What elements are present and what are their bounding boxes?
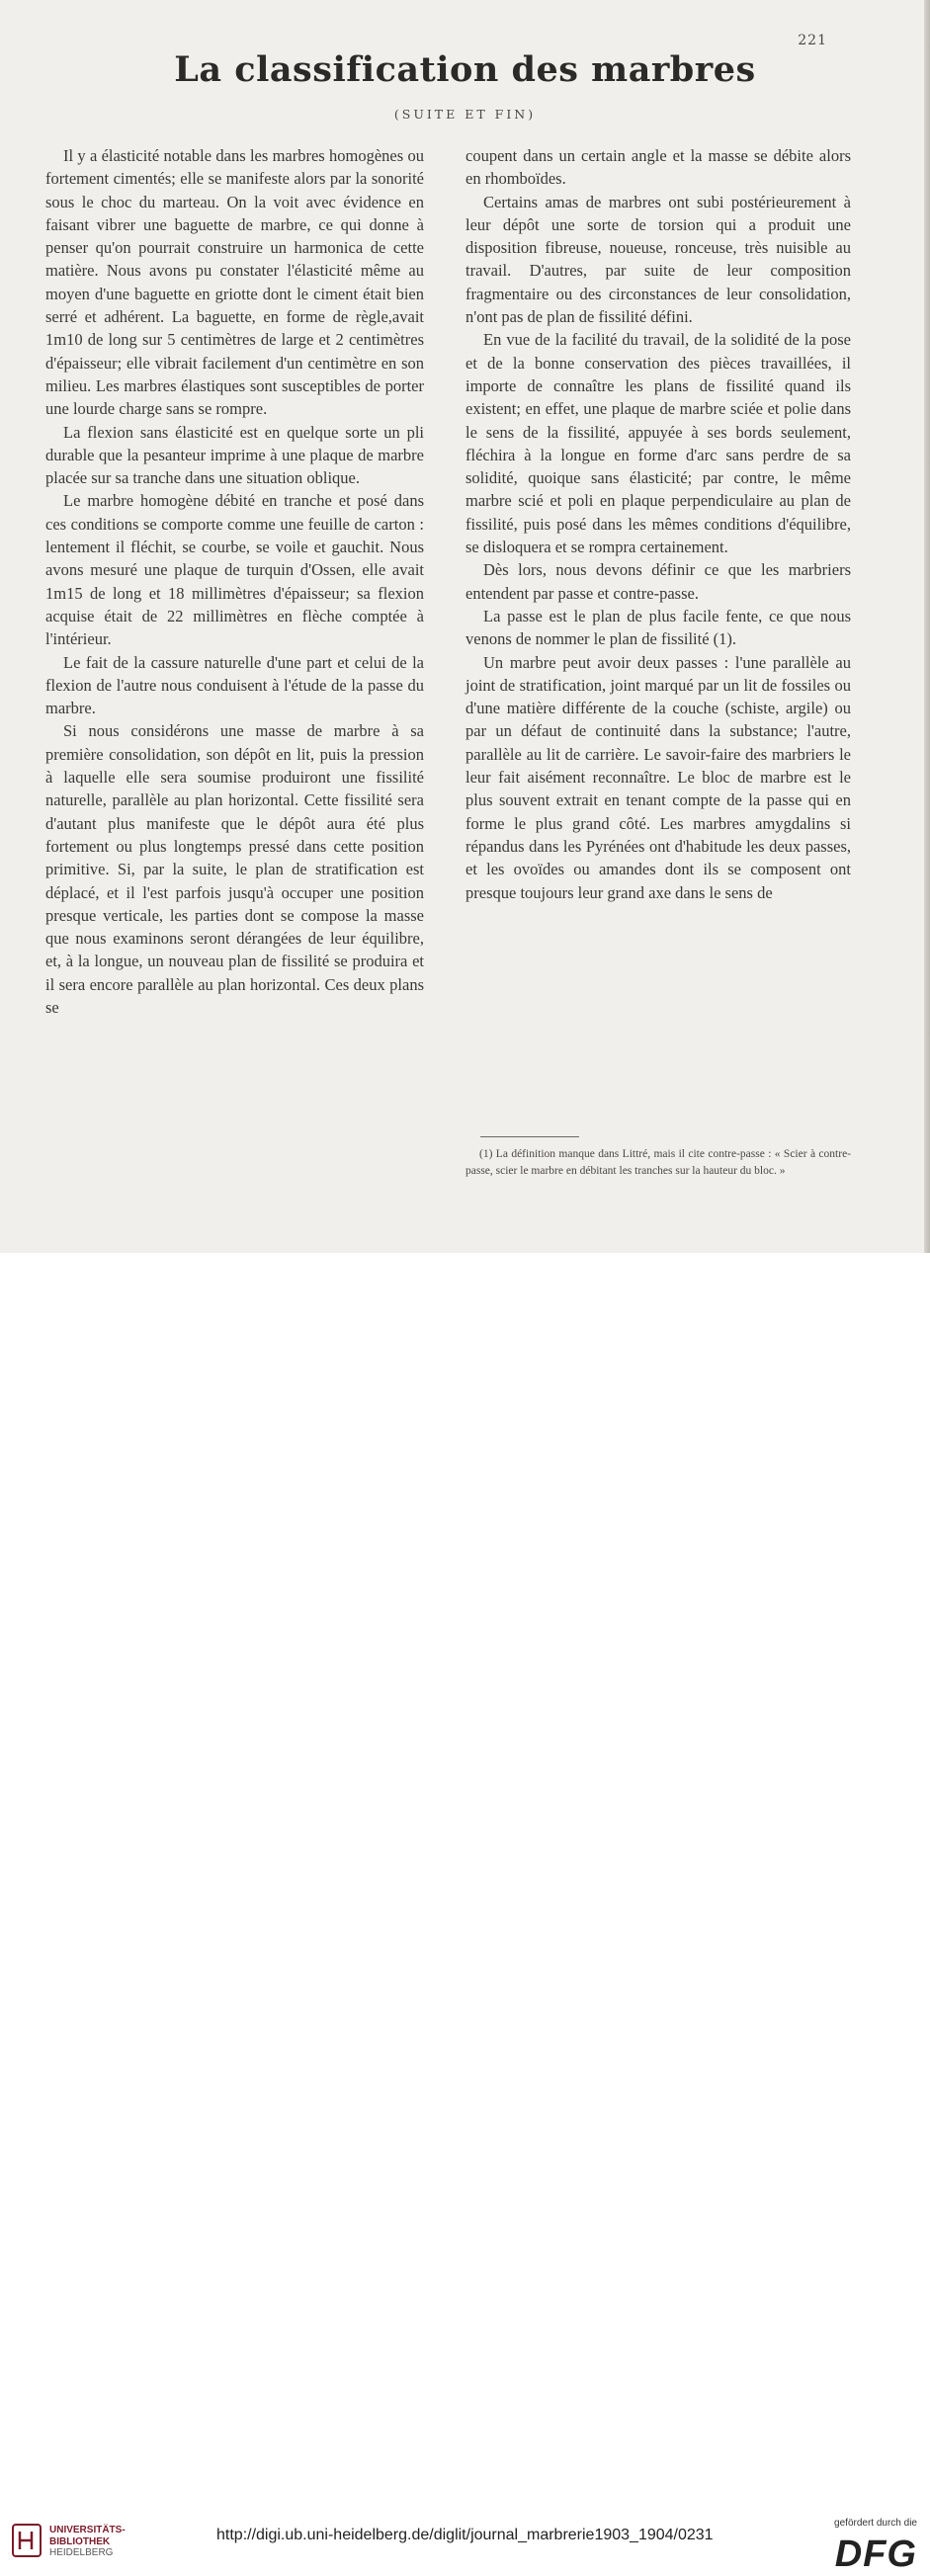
scanned-page <box>0 0 930 1253</box>
page-edge-shadow <box>924 0 930 1253</box>
dfg-logo[interactable]: DFG <box>834 2534 917 2575</box>
paragraph: Si nous considérons une masse de marbre à sa première consolidation, son dépôt en lit, puis la pression à laquelle elle sera soumise produiront une fissilité naturelle, parallèle au plan horizontal. Cette fissilité sera d'autant plus manifeste que le dépôt aura été plus fortement ou plus longtemps pressé dans cette position primitive. Si, par la suite, le plan de stratification est déplacé, et il l'est parfois jusqu'à occuper une position presque verticale, les parties dont se compose la masse que nous examinons seront dérangées de leur équilibre, et, à la longue, un nouveau plan de fissilité se produira et il sera encore parallèle au plan horizontal. Ces deux plans se <box>45 721 424 1017</box>
footnote <box>465 1146 851 1180</box>
paragraph: Il y a élasticité notable dans les marbres homogènes ou fortement cimentés; elle se manifeste alors par la sonorité sous le choc du marteau. On la voit avec évidence en faisant vibrer une baguette de marbre, ce qui donne à penser qu'on pourrait construire un harmonica de cette matière. Nous avons pu constater l'élasticité même au moyen d'une baguette en griotte dont le ciment était bien serré et adhérent. La baguette, en forme de règle,avait 1m10 de long sur 5 centimètres de large et 2 centimètres d'épaisseur; elle vibrait facilement d'un centimètre en son milieu. Les marbres élastiques sont susceptibles de porter une lourde charge sans se rompre. <box>45 146 424 419</box>
permalink-url[interactable]: http://digi.ub.uni-heidelberg.de/diglit/journal_marbrerie1903_1904/0231 <box>216 2527 714 2543</box>
library-line: UNIVERSITÄTS- <box>49 2525 126 2535</box>
paragraph: Le marbre homogène débité en tranche et posé dans ces conditions se comporte comme une feuille de carton : lentement il fléchit, se courbe, se voile et gauchit. Nous avons mesuré une plaque de turquin d'Ossen, elle avait 1m15 de long et 18 millimètres d'épaisseur; sa flexion acquise était de 22 millimètres en flèche comptée à l'intérieur. <box>45 491 424 649</box>
paragraph: La flexion sans élasticité est en quelque sorte un pli durable que la pesanteur imprime à une plaque de marbre placée sur sa tranche dans une situation oblique. <box>45 422 424 488</box>
paragraph: Dès lors, nous devons définir ce que les marbriers entendent par passe et contre-passe. <box>465 560 851 603</box>
paragraph: coupent dans un certain angle et la masse se débite alors en rhomboïdes. <box>465 146 851 189</box>
left-column <box>45 144 424 1019</box>
funding-label: gefördert durch die <box>834 2518 917 2529</box>
footnote-divider <box>480 1136 579 1137</box>
library-name[interactable] <box>49 2525 126 2559</box>
paragraph: Le fait de la cassure naturelle d'une part et celui de la flexion de l'autre nous conduisent à l'étude de la passe du marbre. <box>45 652 424 718</box>
paragraph: Certains amas de marbres ont subi postérieurement à leur dépôt une sorte de torsion qui a produit une disposition fibreuse, noueuse, ronceuse, très nuisible au travail. D'autres, par suite de leur composition fragmentaire ou des circonstances de leur consolidation, n'ont pas de plan de fissilité défini. <box>465 192 851 327</box>
paragraph: Un marbre peut avoir deux passes : l'une parallèle au joint de stratification, joint marqué par un lit de fossiles ou d'une matière différente de la couche (schiste, argile) ou par un défaut de continuité dans la substance; l'autre, parallèle au lit de carrière. Le savoir-faire des marbriers le leur fait aisément reconnaître. Le bloc de marbre est le plus souvent extrait en tenant compte de la passe qui en forme le plus grand côté. Les marbres amygdalins si répandus dans les Pyrénées ont d'habitude les deux passes, et les ovoïdes ou amandes dont ils se composent ont presque toujours leur grand axe dans le sens de <box>465 652 851 902</box>
paragraph: La passe est le plan de plus facile fente, ce que nous venons de nommer le plan de fissilité (1). <box>465 606 851 649</box>
article-title: La classification des marbres <box>174 49 756 90</box>
page-number: 221 <box>798 33 827 48</box>
paragraph: En vue de la facilité du travail, de la solidité de la pose et de la bonne conservation des pièces travaillées, il importe de connaître les plans de fissilité quand ils existent; en effet, une plaque de marbre sciée et polie dans le sens de la fissilité, appuyée à ses bords seulement, fléchira à la longue en forme d'arc sans perdre de sa solidité, quoique sans élasticité; par contre, le même marbre scié et poli en plaque perpendiculaire au plan de fissilité, puis posé dans les mêmes conditions d'équilibre, se disloquera et se rompra certainement. <box>465 330 851 557</box>
library-line: BIBLIOTHEK <box>49 2535 111 2547</box>
article-subtitle: (SUITE ET FIN) <box>393 107 537 122</box>
viewer-footer <box>0 1253 930 2575</box>
footnote-text: (1) La définition manque dans Littré, mais il cite contre-passe : « Scier à contre-passe, scier le marbre en débitant les tranches sur la hauteur du bloc. » <box>465 1148 851 1177</box>
library-line: HEIDELBERG <box>49 2547 114 2558</box>
right-column <box>465 144 851 904</box>
university-seal-icon <box>12 2524 42 2557</box>
